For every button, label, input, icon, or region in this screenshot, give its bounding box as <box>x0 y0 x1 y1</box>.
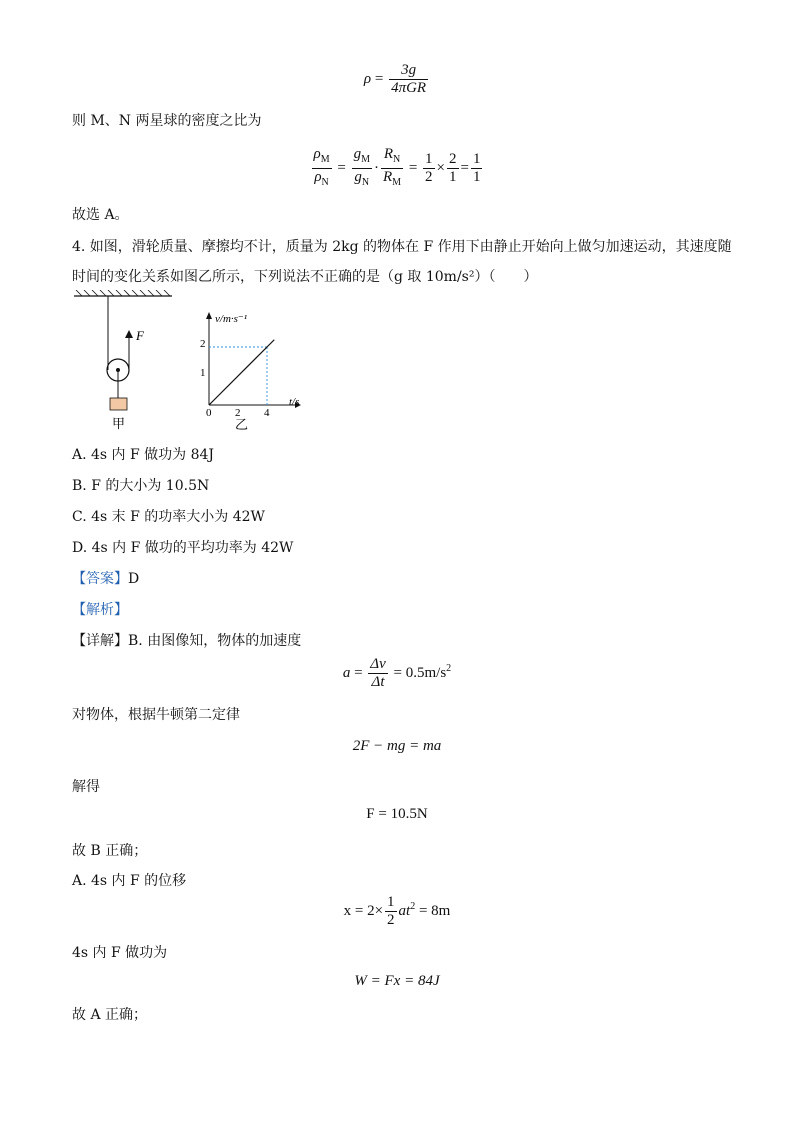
analysis-label: 【解析】 <box>72 602 128 618</box>
y-tick-2: 2 <box>200 338 206 350</box>
velocity-line <box>209 340 274 405</box>
answer-label: 【答案】 <box>72 571 128 587</box>
option-d: D. 4s 内 F 做功的平均功率为 42W <box>72 540 294 556</box>
pulley-figure <box>72 290 182 430</box>
question-stem-line2: 时间的变化关系如图乙所示，下列说法不正确的是（g 取 10m/s²）（ ） <box>72 269 538 285</box>
displacement-formula: x = 2× $\frac{1}{2}$ $at^2 = 8m$ <box>343 894 451 928</box>
acceleration-formula: a = $\frac{\Delta v}{\Delta t}$ = $0.5m/s^2$ <box>342 656 452 690</box>
detail-row <box>72 630 301 650</box>
detail-text: B. 由图像知，物体的加速度 <box>128 633 302 649</box>
mass-block <box>110 398 127 410</box>
a-displacement-intro: A. 4s 内 F 的位移 <box>72 873 187 889</box>
answer-row <box>72 568 139 588</box>
x-tick-4: 4 <box>264 407 270 419</box>
ratio-intro: 则 M、N 两星球的密度之比为 <box>72 113 262 129</box>
figure-jia-label: 甲 <box>112 416 126 430</box>
vt-graph <box>195 305 315 430</box>
question-stem-line1: 4. 如图，滑轮质量、摩擦均不计，质量为 2kg 的物体在 F 作用下由静止开始向上做匀加速运动，其速度随 <box>72 239 732 255</box>
figure-yi-label: 乙 <box>235 417 249 430</box>
work-intro: 4s 内 F 做功为 <box>72 945 168 961</box>
ratio-formula: $\frac{\rho_M}{\rho_N}$ = $\frac{g_M}{g_N}$ · $\frac{R_N}{R_M}$ = $\frac{1}{2}$ × $\frac{2}{1}$ = $\frac{1}{1}$ <box>313 146 481 188</box>
answer-value: D <box>128 571 140 587</box>
option-a: A. 4s 内 F 做功为 84J <box>72 447 215 463</box>
detail-label: 【详解】 <box>72 633 128 649</box>
work-equation: W = Fx = 84J <box>354 973 440 989</box>
b-correct: 故 B 正确； <box>72 843 148 859</box>
option-b: B. F 的大小为 10.5N <box>72 478 210 494</box>
rho-symbol: ρ <box>363 70 372 87</box>
newton-intro: 对物体，根据牛顿第二定律 <box>72 707 240 723</box>
force-result: F = 10.5N <box>366 806 428 822</box>
solve-label: 解得 <box>72 779 100 795</box>
density-formula: ρ = $\frac{3g}{\text{4πGR}}$ <box>363 62 427 96</box>
y-tick-1: 1 <box>200 367 206 379</box>
y-axis-label: v/m·s⁻¹ <box>215 313 248 325</box>
x-tick-2: 2 <box>235 407 241 419</box>
prev-answer: 故选 A。 <box>72 207 129 223</box>
option-c: C. 4s 末 F 的功率大小为 42W <box>72 509 265 525</box>
force-label: F <box>136 328 144 343</box>
x-axis-label: t/s <box>289 396 300 408</box>
newton-equation: 2F − mg = ma <box>352 738 442 754</box>
force-arrow <box>125 330 133 338</box>
x-tick-0: 0 <box>206 407 212 419</box>
a-correct: 故 A 正确； <box>72 1007 148 1023</box>
density-fraction: $\frac{3g}{\text{4πGR}}$ <box>391 62 427 96</box>
